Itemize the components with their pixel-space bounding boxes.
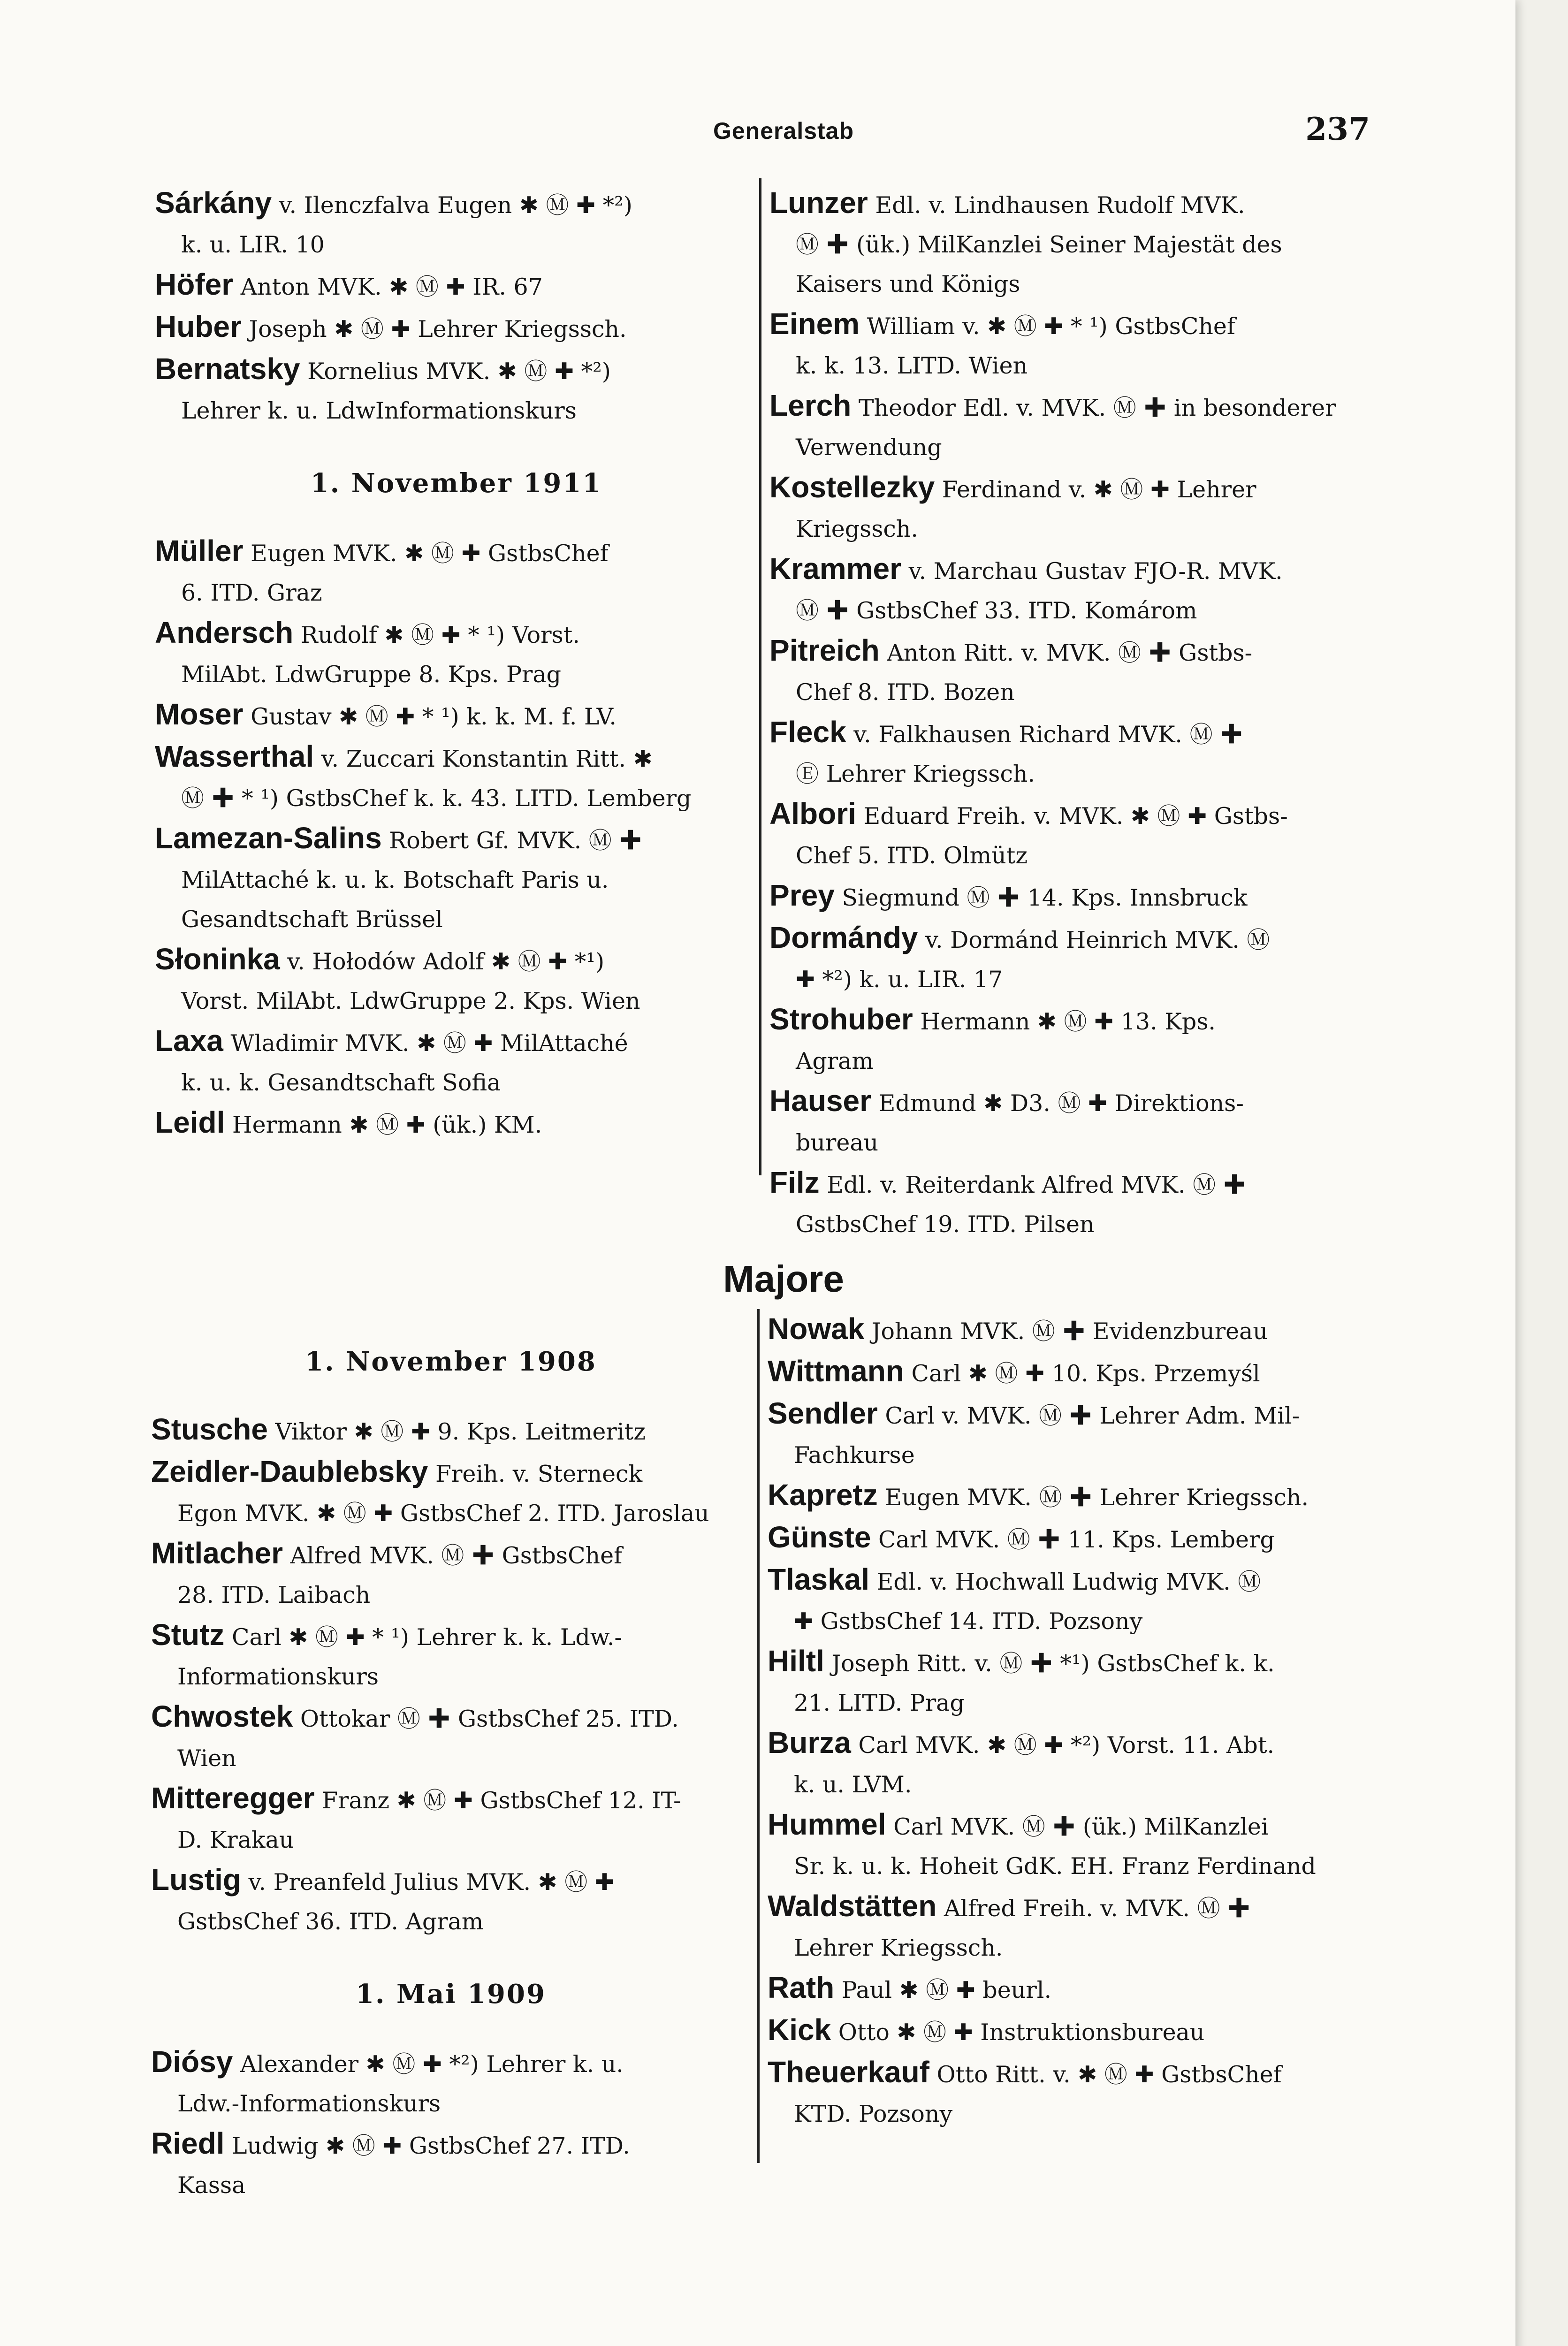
officer-details: v. Ilenczfalva Eugen ✱ Ⓜ ✚ *²) bbox=[279, 192, 632, 219]
officer-details-continued: 21. LITD. Prag bbox=[794, 1690, 965, 1716]
officer-details-continued: Fachkurse bbox=[794, 1442, 915, 1469]
officer-details: Kornelius MVK. ✱ Ⓜ ✚ *²) bbox=[307, 358, 611, 385]
officer-details: v. Dormánd Heinrich MVK. Ⓜ bbox=[925, 927, 1270, 953]
officer-entry bbox=[768, 1309, 1369, 1351]
officer-surname: Słoninka bbox=[155, 942, 280, 976]
officer-details: Edl. v. Hochwall Ludwig MVK. Ⓜ bbox=[876, 1569, 1261, 1595]
officer-surname: Burza bbox=[768, 1726, 851, 1760]
officer-details: v. Falkhausen Richard MVK. Ⓜ ✚ bbox=[853, 721, 1243, 748]
officer-details-continued: 6. ITD. Graz bbox=[181, 579, 322, 606]
officer-details-continued: MilAttaché k. u. k. Botschaft Paris u. Gesandtschaft Brüssel bbox=[181, 867, 609, 933]
officer-details: Carl MVK. Ⓜ ✚ (ük.) MilKanzlei bbox=[893, 1813, 1269, 1840]
officer-details: Carl ✱ Ⓜ ✚ 10. Kps. Przemyśl bbox=[911, 1360, 1260, 1387]
officer-surname: Mitteregger bbox=[151, 1781, 315, 1815]
officer-entry bbox=[155, 1103, 758, 1145]
officer-details-continued: Kassa bbox=[177, 2172, 246, 2199]
officer-details: Otto Ritt. v. ✱ Ⓜ ✚ GstbsChef bbox=[936, 2061, 1282, 2088]
officer-details: Carl MVK. Ⓜ ✚ 11. Kps. Lemberg bbox=[878, 1526, 1275, 1553]
officer-entry bbox=[155, 1021, 758, 1103]
officer-details: Carl v. MVK. Ⓜ ✚ Lehrer Adm. Mil- bbox=[885, 1402, 1300, 1429]
section-heading: Majore bbox=[723, 1258, 844, 1300]
officer-details: Ottokar Ⓜ ✚ GstbsChef 25. ITD. bbox=[300, 1706, 679, 1732]
officer-entry bbox=[151, 1615, 751, 1697]
officer-details: Alexander ✱ Ⓜ ✚ *²) Lehrer k. u. bbox=[240, 2051, 624, 2078]
officer-entry bbox=[151, 1533, 751, 1615]
officer-entry bbox=[769, 1163, 1370, 1244]
officer-details-continued: Ⓜ ✚ * ¹) GstbsChef k. k. 43. LITD. Lemberg bbox=[181, 785, 692, 812]
officer-entry bbox=[768, 1968, 1369, 2010]
officer-entry bbox=[151, 1697, 751, 1778]
officer-entry bbox=[155, 531, 758, 613]
officer-details: Edmund ✱ D3. Ⓜ ✚ Direktions- bbox=[878, 1090, 1244, 1117]
officer-surname: Kapretz bbox=[768, 1478, 878, 1512]
officer-entry bbox=[768, 1394, 1369, 1475]
officer-details: Hermann ✱ Ⓜ ✚ (ük.) KM. bbox=[232, 1112, 542, 1138]
officer-details-continued: Chef 8. ITD. Bozen bbox=[796, 679, 1015, 706]
officer-entry bbox=[155, 613, 758, 694]
officer-surname: Prey bbox=[769, 878, 835, 912]
date-subheading: 1. November 1911 bbox=[310, 468, 602, 499]
officer-details: Siegmund Ⓜ ✚ 14. Kps. Innsbruck bbox=[842, 884, 1248, 911]
officer-details-continued: k. u. LVM. bbox=[794, 1771, 912, 1798]
date-subheading: 1. Mai 1909 bbox=[356, 1979, 546, 2010]
officer-surname: Pitreich bbox=[769, 633, 880, 667]
officer-surname: Einem bbox=[769, 307, 860, 341]
officer-details: v. Preanfeld Julius MVK. ✱ Ⓜ ✚ bbox=[248, 1869, 614, 1896]
officer-surname: Kick bbox=[768, 2013, 831, 2047]
left-column-bottom bbox=[151, 1309, 751, 2205]
officer-surname: Strohuber bbox=[769, 1002, 913, 1036]
officer-entry bbox=[155, 349, 758, 431]
officer-details: Viktor ✱ Ⓜ ✚ 9. Kps. Leitmeritz bbox=[275, 1418, 646, 1445]
officer-surname: Müller bbox=[155, 534, 244, 568]
officer-entry bbox=[768, 2010, 1369, 2052]
officer-details: Rudolf ✱ Ⓜ ✚ * ¹) Vorst. bbox=[300, 622, 580, 648]
officer-details-continued: Vorst. MilAbt. LdwGruppe 2. Kps. Wien bbox=[181, 988, 640, 1014]
officer-details: v. Zuccari Konstantin Ritt. ✱ bbox=[321, 746, 653, 772]
officer-entry bbox=[768, 1886, 1369, 1968]
officer-details-continued: k. u. LIR. 10 bbox=[181, 231, 325, 258]
officer-details: Franz ✱ Ⓜ ✚ GstbsChef 12. IT- bbox=[322, 1787, 681, 1814]
officer-entry bbox=[769, 467, 1370, 549]
officer-surname: Filz bbox=[769, 1165, 820, 1199]
officer-surname: Höfer bbox=[155, 267, 234, 301]
officer-details-continued: Ⓜ ✚ GstbsChef 33. ITD. Komárom bbox=[796, 597, 1197, 624]
officer-details: Edl. v. Lindhausen Rudolf MVK. bbox=[875, 192, 1245, 219]
officer-details: v. Hołodów Adolf ✱ Ⓜ ✚ *¹) bbox=[287, 948, 605, 975]
officer-surname: Huber bbox=[155, 310, 242, 343]
officer-details: Eduard Freih. v. MVK. ✱ Ⓜ ✚ Gstbs- bbox=[863, 803, 1288, 830]
officer-surname: Andersch bbox=[155, 616, 294, 649]
officer-entry bbox=[155, 183, 758, 265]
officer-details: Joseph ✱ Ⓜ ✚ Lehrer Kriegssch. bbox=[249, 316, 627, 343]
officer-entry bbox=[155, 939, 758, 1021]
officer-entry bbox=[769, 918, 1370, 999]
officer-surname: Lerch bbox=[769, 388, 852, 422]
officer-details: Edl. v. Reiterdank Alfred MVK. Ⓜ ✚ bbox=[827, 1172, 1246, 1198]
right-column-top bbox=[769, 183, 1370, 1244]
officer-details: Alfred MVK. Ⓜ ✚ GstbsChef bbox=[290, 1542, 623, 1569]
officer-details: Ludwig ✱ Ⓜ ✚ GstbsChef 27. ITD. bbox=[232, 2133, 630, 2159]
officer-details: Wladimir MVK. ✱ Ⓜ ✚ MilAttaché bbox=[230, 1030, 628, 1057]
officer-details: Carl MVK. ✱ Ⓜ ✚ *²) Vorst. 11. Abt. bbox=[858, 1732, 1275, 1759]
officer-surname: Wasserthal bbox=[155, 739, 314, 773]
officer-details-continued: Kriegssch. bbox=[796, 516, 918, 542]
officer-details-continued: D. Krakau bbox=[177, 1827, 294, 1853]
column-divider-bottom bbox=[757, 1309, 760, 2163]
officer-surname: Hiltl bbox=[768, 1644, 824, 1678]
officer-details: Joseph Ritt. v. Ⓜ ✚ *¹) GstbsChef k. k. bbox=[831, 1650, 1275, 1677]
officer-entry bbox=[768, 1351, 1369, 1394]
officer-entry bbox=[151, 1860, 751, 1942]
officer-details: Eugen MVK. Ⓜ ✚ Lehrer Kriegssch. bbox=[885, 1484, 1309, 1511]
officer-surname: Waldstätten bbox=[768, 1889, 937, 1923]
officer-entry bbox=[768, 1723, 1369, 1805]
officer-details: Robert Gf. MVK. Ⓜ ✚ bbox=[389, 827, 642, 854]
officer-details-continued: Lehrer k. u. LdwInformationskurs bbox=[181, 397, 577, 424]
officer-surname: Wittmann bbox=[768, 1354, 904, 1388]
officer-surname: Moser bbox=[155, 697, 244, 731]
officer-entry bbox=[155, 737, 758, 818]
date-subheading: 1. November 1908 bbox=[305, 1346, 597, 1377]
officer-details-continued: k. u. k. Gesandtschaft Sofia bbox=[181, 1069, 501, 1096]
officer-surname: Bernatsky bbox=[155, 352, 300, 386]
officer-details: Freih. v. Sterneck bbox=[435, 1461, 643, 1487]
officer-details: Theodor Edl. v. MVK. Ⓜ ✚ in besonderer bbox=[858, 395, 1336, 421]
officer-surname: Tlaskal bbox=[768, 1562, 870, 1596]
officer-entry bbox=[769, 549, 1370, 631]
officer-details-continued: Agram bbox=[796, 1048, 874, 1074]
officer-details-continued: Ldw.-Informationskurs bbox=[177, 2090, 441, 2117]
officer-details-continued: KTD. Pozsony bbox=[794, 2101, 953, 2127]
officer-surname: Diósy bbox=[151, 2045, 233, 2079]
page-number: 237 bbox=[1305, 111, 1370, 147]
officer-entry bbox=[769, 1081, 1370, 1163]
officer-entry bbox=[151, 1778, 751, 1860]
officer-surname: Kostellezky bbox=[769, 470, 935, 504]
column-divider-top bbox=[759, 178, 761, 1175]
officer-details: Johann MVK. Ⓜ ✚ Evidenzbureau bbox=[871, 1318, 1268, 1345]
officer-entry bbox=[768, 1805, 1369, 1886]
officer-details-continued: Verwendung bbox=[796, 434, 942, 461]
officer-surname: Krammer bbox=[769, 552, 902, 586]
officer-entry bbox=[768, 1475, 1369, 1517]
officer-entry bbox=[769, 794, 1370, 876]
officer-surname: Fleck bbox=[769, 715, 846, 749]
officer-entry bbox=[768, 1517, 1369, 1560]
officer-entry bbox=[769, 304, 1370, 386]
officer-surname: Chwostek bbox=[151, 1699, 293, 1733]
officer-details-continued: Ⓔ Lehrer Kriegssch. bbox=[796, 761, 1035, 787]
officer-surname: Mitlacher bbox=[151, 1536, 283, 1570]
officer-surname: Hauser bbox=[769, 1084, 871, 1118]
right-column-bottom bbox=[768, 1309, 1369, 2134]
officer-surname: Lunzer bbox=[769, 186, 868, 220]
officer-details-continued: Lehrer Kriegssch. bbox=[794, 1935, 1003, 1961]
officer-surname: Theuerkauf bbox=[768, 2055, 929, 2089]
officer-entry bbox=[768, 1560, 1369, 1641]
officer-entry bbox=[769, 631, 1370, 712]
officer-surname: Leidl bbox=[155, 1105, 225, 1139]
officer-details-continued: ✚ *²) k. u. LIR. 17 bbox=[796, 966, 1003, 993]
officer-details: Paul ✱ Ⓜ ✚ beurl. bbox=[841, 1977, 1052, 2003]
officer-details-continued: 28. ITD. Laibach bbox=[177, 1582, 371, 1608]
officer-details-continued: ✚ GstbsChef 14. ITD. Pozsony bbox=[794, 1608, 1143, 1635]
officer-entry bbox=[155, 818, 758, 939]
running-header: Generalstab bbox=[713, 118, 854, 144]
officer-entry bbox=[151, 2042, 751, 2124]
officer-details: Carl ✱ Ⓜ ✚ * ¹) Lehrer k. k. Ldw.- bbox=[231, 1624, 622, 1651]
officer-surname: Dormándy bbox=[769, 921, 918, 954]
officer-entry bbox=[768, 1641, 1369, 1723]
officer-entry bbox=[769, 183, 1370, 304]
officer-surname: Rath bbox=[768, 1971, 835, 2004]
officer-entry bbox=[155, 694, 758, 737]
officer-entry bbox=[155, 265, 758, 307]
officer-entry bbox=[151, 2124, 751, 2205]
officer-details-continued: Egon MVK. ✱ Ⓜ ✚ GstbsChef 2. ITD. Jaroslau bbox=[177, 1500, 709, 1527]
officer-surname: Stusche bbox=[151, 1412, 268, 1446]
officer-details: Anton MVK. ✱ Ⓜ ✚ IR. 67 bbox=[240, 274, 543, 300]
officer-details: Ferdinand v. ✱ Ⓜ ✚ Lehrer bbox=[942, 476, 1256, 503]
officer-entry bbox=[155, 307, 758, 349]
officer-surname: Riedl bbox=[151, 2126, 225, 2160]
officer-details-continued: MilAbt. LdwGruppe 8. Kps. Prag bbox=[181, 661, 561, 688]
officer-entry bbox=[769, 999, 1370, 1081]
officer-entry bbox=[151, 1409, 751, 1452]
officer-details-continued: GstbsChef 19. ITD. Pilsen bbox=[796, 1211, 1095, 1238]
officer-details: Anton Ritt. v. MVK. Ⓜ ✚ Gstbs- bbox=[887, 640, 1253, 666]
officer-details: v. Marchau Gustav FJO-R. MVK. bbox=[908, 558, 1283, 585]
officer-details-continued: Sr. k. u. k. Hoheit GdK. EH. Franz Ferdinand bbox=[794, 1853, 1316, 1880]
officer-details: Alfred Freih. v. MVK. Ⓜ ✚ bbox=[944, 1895, 1251, 1922]
officer-details-continued: Wien bbox=[177, 1745, 236, 1772]
officer-surname: Stutz bbox=[151, 1618, 225, 1652]
officer-entry bbox=[768, 2052, 1369, 2134]
officer-details: William v. ✱ Ⓜ ✚ * ¹) GstbsChef bbox=[867, 313, 1236, 340]
officer-entry bbox=[769, 712, 1370, 794]
officer-surname: Hummel bbox=[768, 1807, 886, 1841]
officer-details-continued: k. k. 13. LITD. Wien bbox=[796, 352, 1028, 379]
officer-surname: Sárkány bbox=[155, 186, 272, 220]
officer-details-continued: Informationskurs bbox=[177, 1663, 379, 1690]
officer-entry bbox=[151, 1452, 751, 1533]
officer-details: Gustav ✱ Ⓜ ✚ * ¹) k. k. M. f. LV. bbox=[251, 703, 617, 730]
officer-details-continued: GstbsChef 36. ITD. Agram bbox=[177, 1908, 484, 1935]
officer-details-continued: Ⓜ ✚ (ük.) MilKanzlei Seiner Majestät des Kaisers und Königs bbox=[796, 231, 1282, 297]
officer-details: Otto ✱ Ⓜ ✚ Instruktionsbureau bbox=[838, 2019, 1205, 2046]
officer-entry bbox=[769, 876, 1370, 918]
officer-details: Hermann ✱ Ⓜ ✚ 13. Kps. bbox=[920, 1008, 1216, 1035]
officer-surname: Albori bbox=[769, 797, 856, 830]
officer-details: Eugen MVK. ✱ Ⓜ ✚ GstbsChef bbox=[251, 540, 609, 567]
officer-surname: Laxa bbox=[155, 1024, 223, 1058]
officer-surname: Günste bbox=[768, 1520, 871, 1554]
officer-entry bbox=[769, 386, 1370, 467]
officer-surname: Nowak bbox=[768, 1312, 865, 1346]
left-column-top bbox=[155, 183, 758, 1145]
officer-surname: Lustig bbox=[151, 1863, 241, 1897]
officer-surname: Zeidler-Daublebsky bbox=[151, 1455, 428, 1488]
officer-surname: Sendler bbox=[768, 1396, 878, 1430]
officer-surname: Lamezan-Salins bbox=[155, 821, 382, 855]
officer-details-continued: bureau bbox=[796, 1129, 879, 1156]
officer-details-continued: Chef 5. ITD. Olmütz bbox=[796, 842, 1028, 869]
